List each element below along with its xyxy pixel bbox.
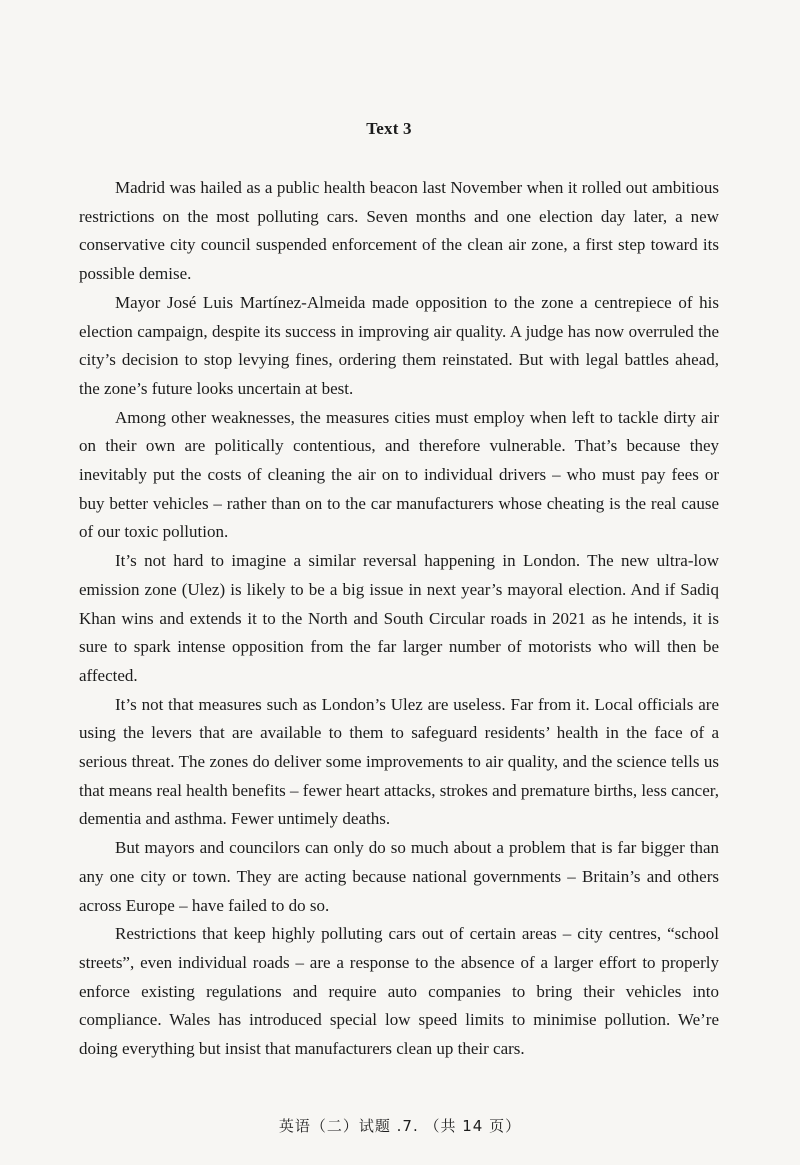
paragraph-5: It’s not that measures such as London’s Ulez are useless. Far from it. Local officials are using the levers that are available to them to safeguard residents’ health in the face of a serious threat. The zones do deliver some improvements to air quality, and the science tells us that means real health benefits – fewer heart attacks, strokes and premature births, less cancer, dementia and asthma. Fewer untimely deaths. bbox=[79, 694, 719, 829]
section-title: Text 3 bbox=[366, 119, 412, 138]
paragraph-1: Madrid was hailed as a public health beacon last November when it rolled out ambitious restrictions on the most polluting cars. Seven months and one election day later, a new conservative city council suspended enforcement of the clean air zone, a first step toward its possible demise. bbox=[79, 178, 719, 284]
passage-body bbox=[79, 174, 719, 1064]
paragraph-7: Restrictions that keep highly polluting cars out of certain areas – city centres, “school streets”, even individual roads – are a response to the absence of a larger effort to properly enforce existing regulations and require auto companies to bring their vehicles into compliance. Wales has introduced special low speed limits to minimise pollution. We’re doing everything but insist that manufacturers clean up their cars. bbox=[79, 924, 719, 1059]
paragraph-6: But mayors and councilors can only do so much about a problem that is far bigger than any one city or town. They are acting because national governments – Britain’s and others across Europe – have failed to do so. bbox=[79, 838, 719, 915]
paragraph-3: Among other weaknesses, the measures cities must employ when left to tackle dirty air on their own are politically contentious, and therefore vulnerable. That’s because they inevitably put the costs of cleaning the air on to individual drivers – who must pay fees or buy better vehicles – rather than on to the car manufacturers whose cheating is the real cause of our toxic pollution. bbox=[79, 407, 719, 542]
page-footer: 英语（二）试题 .7. （共 14 页） bbox=[278, 1117, 522, 1135]
paragraph-2: Mayor José Luis Martínez-Almeida made opposition to the zone a centrepiece of his election campaign, despite its success in improving air quality. A judge has now overruled the city’s decision to stop levying fines, ordering them reinstated. But with legal battles ahead, the zone’s future looks uncertain at best. bbox=[79, 292, 719, 398]
paragraph-4: It’s not hard to imagine a similar reversal happening in London. The new ultra-low emission zone (Ulez) is likely to be a big issue in next year’s mayoral election. And if Sadiq Khan wins and extends it to the North and South Circular roads in 2021 as he intends, it is sure to spark intense opposition from the far larger number of motorists who will then be affected. bbox=[79, 551, 719, 685]
